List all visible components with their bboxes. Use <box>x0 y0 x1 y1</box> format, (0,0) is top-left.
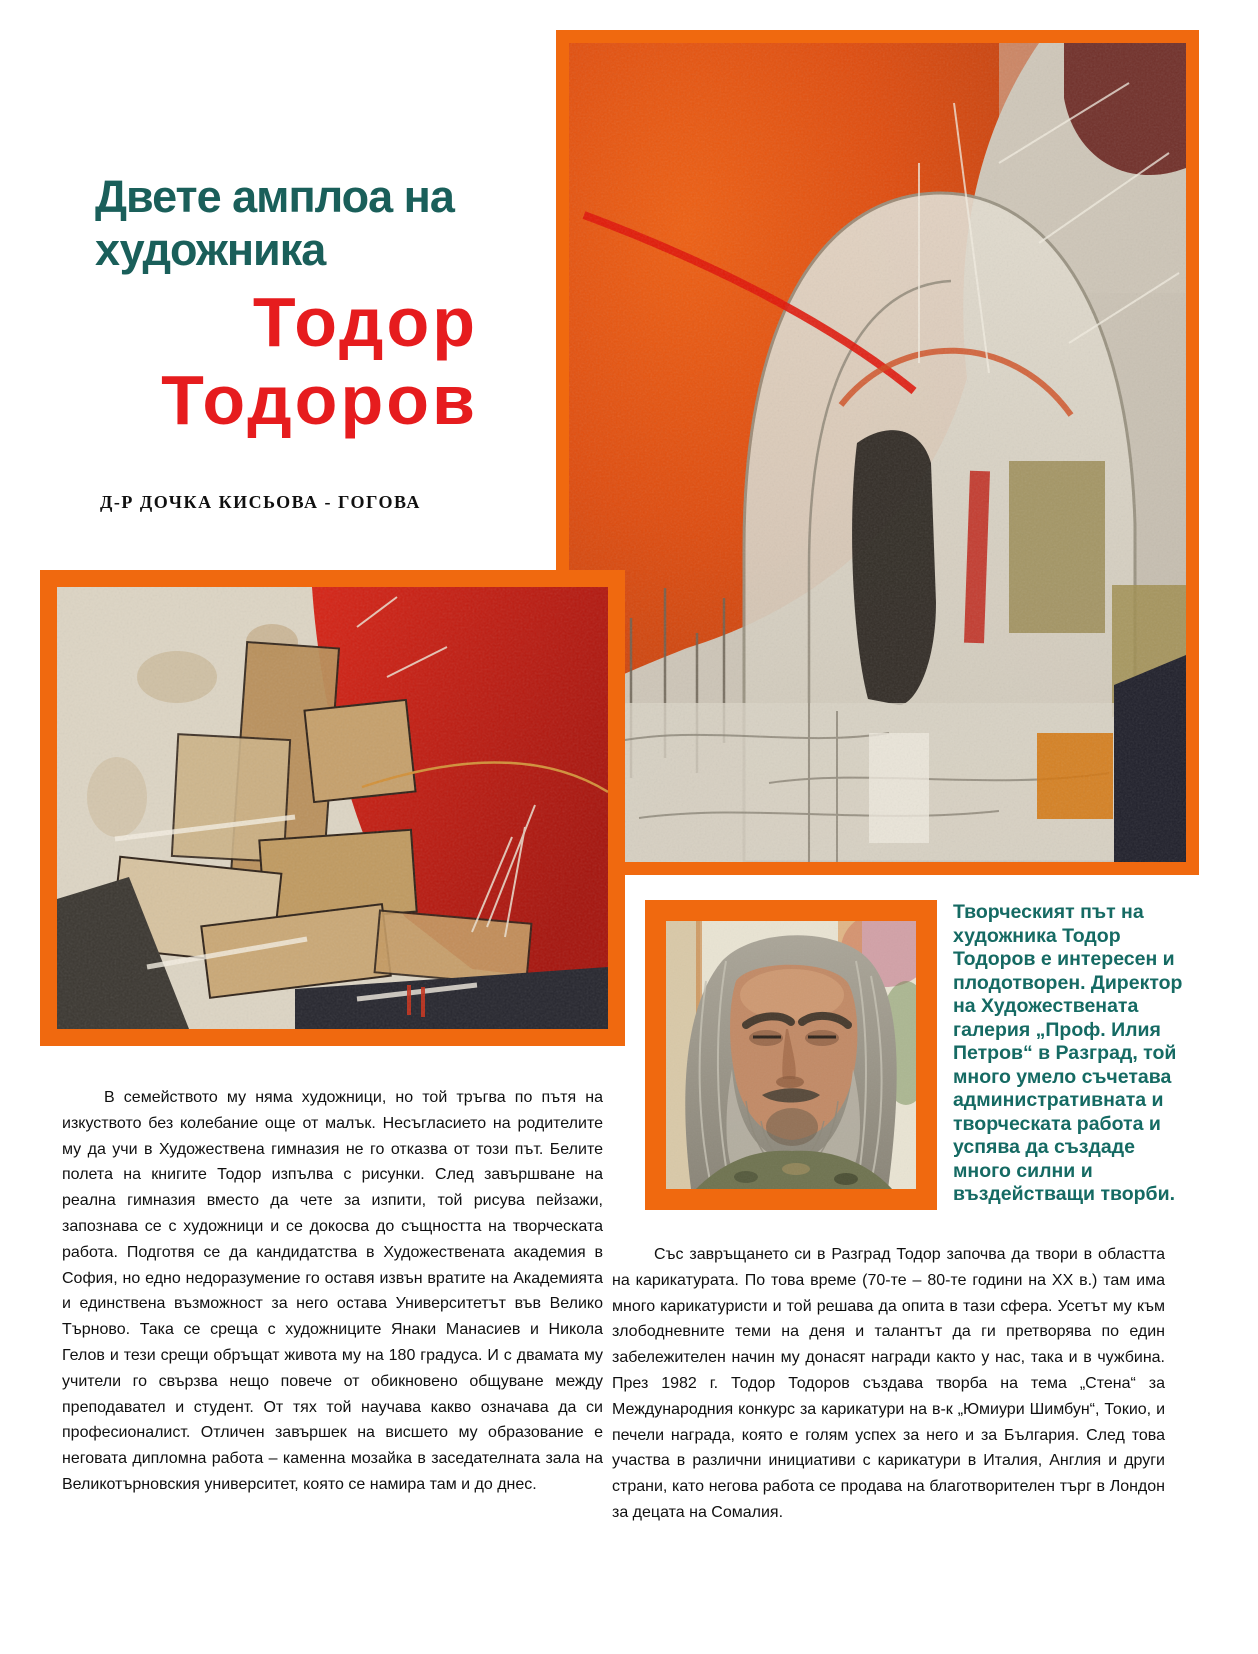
page-title <box>95 170 454 276</box>
page-title-line-2: художника <box>95 224 326 275</box>
top-abstract-painting-image <box>569 43 1186 862</box>
left-abstract-painting-image <box>57 587 608 1029</box>
sidebar-note-text: Творческият път на художника Тодор Тодоров е интересен и плодотворен. Директор на Художествената галерия „Проф. Илия Петров“ в Разград, той много умело съчетава административната и творческата работа и успява да създаде много силни и въздействащи творби. <box>953 901 1183 1205</box>
page-title-line-1: Двете амплоа на <box>95 171 454 222</box>
artist-name-line-2: Тодоров <box>161 361 478 439</box>
left-abstract-painting <box>40 570 625 1046</box>
body-column-right <box>612 1242 1165 1526</box>
top-abstract-painting <box>556 30 1199 875</box>
author-byline: Д-Р ДОЧКА КИСЬОВА - ГОГОВА <box>100 492 421 512</box>
artist-name-line-1: Тодор <box>252 283 478 361</box>
sidebar-note <box>953 901 1183 1207</box>
body-column-left <box>62 1085 603 1498</box>
artist-portrait-image <box>666 921 916 1189</box>
artist-name <box>88 283 478 439</box>
artist-portrait-photo <box>645 900 937 1210</box>
body-paragraph-right: Със завръщането си в Разград Тодор започва да твори в областта на карикатурата. По това време (70-те – 80-те години на ХХ в.) там има много карикатуристи и той решава да опита в тази сфера. Усетът му към злободневните теми на деня и талантът да ги претворява по един забележителен начин му донасят награди както у нас, така и в чужбина. През 1982 г. Тодор Тодоров създава творба на тема „Стена“ за Международния конкурс за карикатури на в-к „Юмиури Шимбун“, Токио, и печели награда, която е голям успех за него и за България. След това участва в различни инициативи с карикатури в Италия, Англия и други страни, като негова работа се продава на благотворителен търг в Лондон за децата на Сомалия. <box>612 1246 1165 1521</box>
body-paragraph-left: В семейството му няма художници, но той тръгва по пътя на изкуството без колебание още от малък. Несъгласието на родителите му да учи в Художествена гимназия не го отказва от този път. Белите полета на книгите Тодор изпълва с рисунки. След завършване на реална гимназия вместо да чете за изпити, той рисува пейзажи, запознава се с художници и се докосва до същността на творческата работа. Подготвя се да кандидатства в Художествената академия в София, но едно недоразумение го оставя извън вратите на Академията и единствена възможност за него остава Университетът във Велико Търново. Така се среща с художниците Янаки Манасиев и Никола Гелов и тези срещи обръщат живота му на 180 градуса. И с двамата му учители го свързва нещо повече от обикновено общуване между преподавател и студент. От тях той научава какво означава да си професионалист. Отличен завършек на висшето му образование е неговата дипломна работа – каменна мозайка в заседателната зала на Великотърновския университет, която се намира там и до днес. <box>62 1089 603 1493</box>
